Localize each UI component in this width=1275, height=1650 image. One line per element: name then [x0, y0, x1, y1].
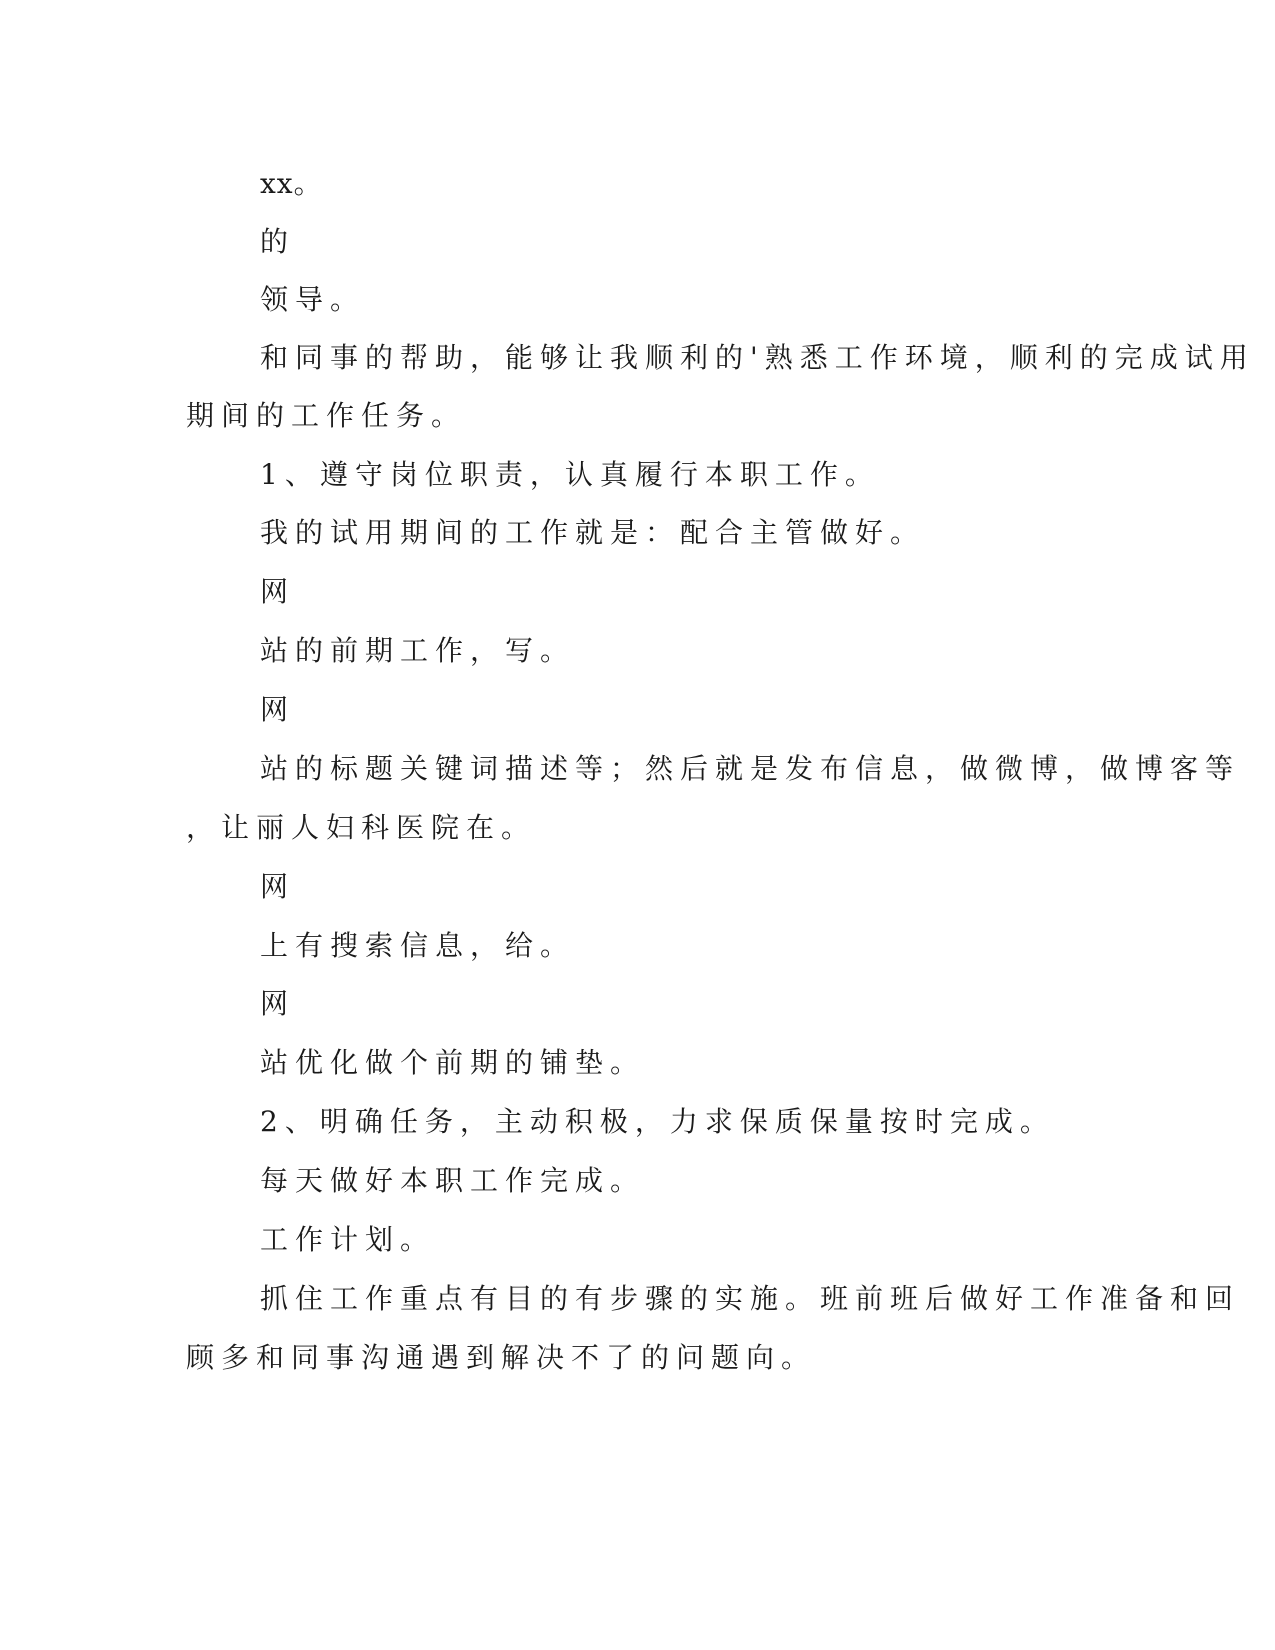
- text-line: 网: [260, 987, 296, 1020]
- text-line: 我的试用期间的工作就是：配合主管做好。: [260, 516, 926, 549]
- text-line: 网: [260, 693, 296, 726]
- text-line: 的: [260, 225, 296, 258]
- text-line: xx。: [260, 167, 323, 200]
- text-line: 工作计划。: [260, 1223, 436, 1256]
- text-line: 和同事的帮助，能够让我顺利的'熟悉工作环境，顺利的完成试用: [260, 341, 1255, 374]
- text-line: 领导。: [260, 283, 366, 316]
- text-line: 站的前期工作，写。: [260, 634, 576, 667]
- text-line: 站的标题关键词描述等；然后就是发布信息，做微博，做博客等: [260, 752, 1241, 785]
- text-line: 顾多和同事沟通遇到解决不了的问题向。: [186, 1341, 817, 1374]
- text-line: 2、明确任务，主动积极，力求保质保量按时完成。: [260, 1105, 1055, 1138]
- text-line: 网: [260, 870, 296, 903]
- text-line: 上有搜索信息，给。: [260, 929, 576, 962]
- text-line: 每天做好本职工作完成。: [260, 1164, 646, 1197]
- text-line: 站优化做个前期的铺垫。: [260, 1046, 646, 1079]
- text-line: 网: [260, 575, 296, 608]
- text-line: 1、遵守岗位职责，认真履行本职工作。: [260, 458, 880, 491]
- text-line: 期间的工作任务。: [186, 399, 467, 432]
- text-line: 抓住工作重点有目的有步骤的实施。班前班后做好工作准备和回: [260, 1282, 1241, 1315]
- text-line: ，让丽人妇科医院在。: [186, 811, 537, 844]
